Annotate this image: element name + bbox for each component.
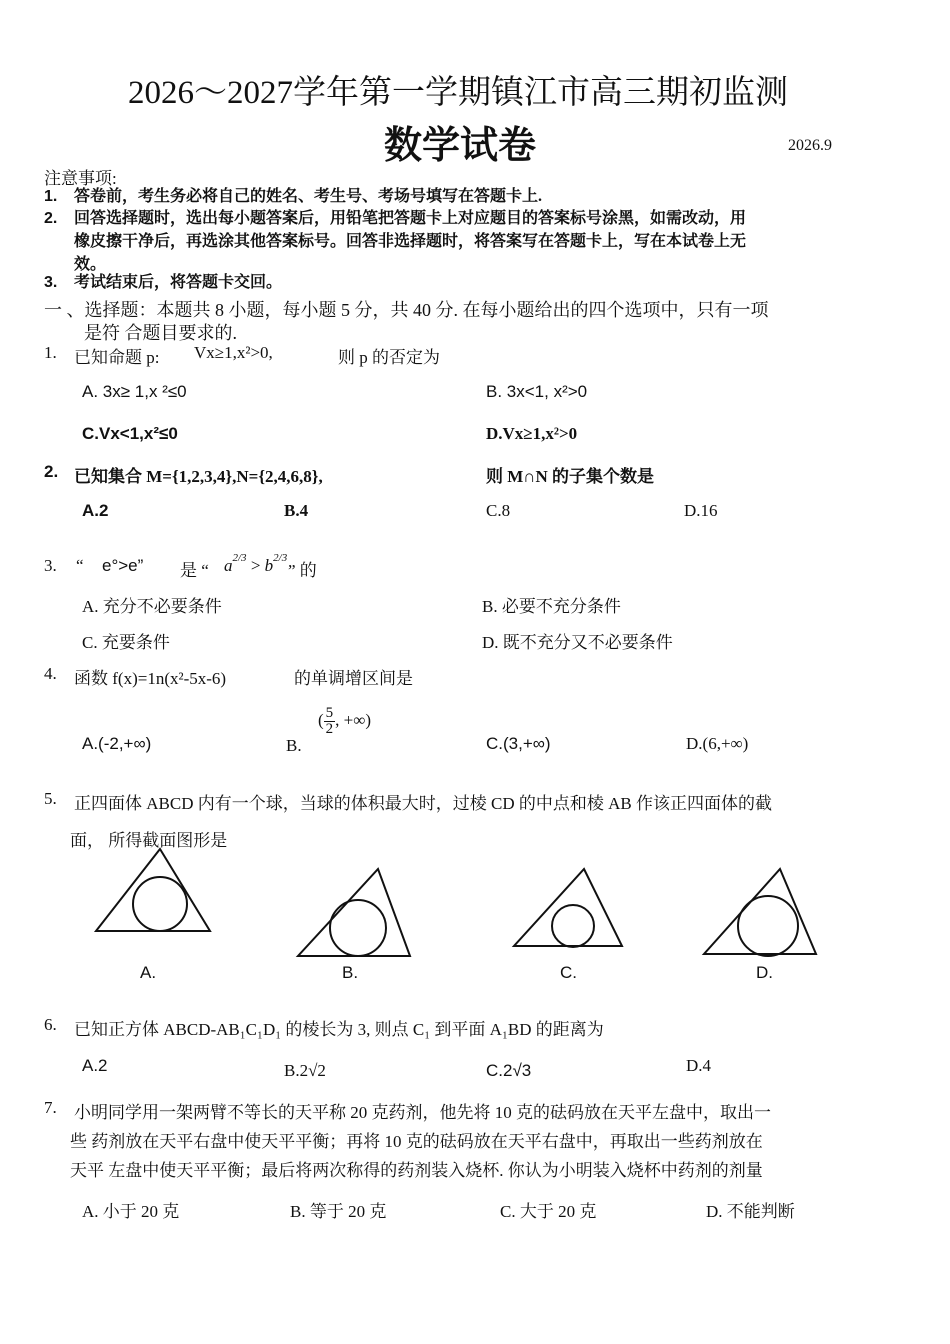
q4-option-b-label[interactable]: B.: [286, 736, 302, 755]
q3-stem-b: e°>e”: [102, 556, 144, 575]
q7-option-b[interactable]: B. 等于 20 克: [290, 1202, 387, 1221]
q4-number: 4.: [44, 664, 57, 683]
q3-option-c[interactable]: C. 充要条件: [82, 633, 170, 652]
q7-stem-line2: 些 药剂放在天平右盘中使天平平衡；再将 10 克的砝码放在天平右盘中，再取出一些药剂放在: [70, 1132, 763, 1151]
q1-option-b[interactable]: B. 3x<1, x²>0: [486, 382, 588, 401]
q4-option-d[interactable]: D.(6,+∞): [686, 734, 749, 753]
q5-d-triangle: [704, 869, 816, 954]
q3-inequality: [224, 552, 288, 576]
q5-figure-b: [294, 866, 414, 960]
subject-title: 数学试卷: [384, 125, 537, 167]
q6-option-b[interactable]: B.2√2: [284, 1061, 326, 1080]
q4-b-close: , +∞): [335, 710, 372, 730]
q5-b-circle: [330, 900, 386, 956]
q3-option-b[interactable]: B. 必要不充分条件: [482, 597, 621, 616]
q4-b-numerator: 5: [325, 705, 334, 721]
q3-number: 3.: [44, 556, 57, 575]
q5-figure-d: [700, 866, 820, 960]
q4-b-fraction: [324, 706, 336, 737]
q1-number: 1.: [44, 343, 57, 362]
notice-num-3: 3.: [44, 274, 58, 291]
q5-a-circle: [133, 877, 187, 931]
notice-item-2-line2: 橡皮擦干净后，再选涂其他答案标号。回答非选择题时，将答案写在答题卡上，写在本试卷上无: [74, 233, 747, 250]
q5-b-triangle: [298, 869, 410, 956]
q5-stem-line1: 正四面体 ABCD 内有一个球，当球的体积最大时，过棱 CD 的中点和棱 AB 作该正四面体的截: [74, 794, 772, 813]
q5-stem-line2: 面， 所得截面图形是: [70, 831, 228, 850]
q7-option-a[interactable]: A. 小于 20 克: [82, 1202, 180, 1221]
q1-option-a[interactable]: A. 3x≥ 1,x ²≤0: [82, 382, 187, 401]
q5-option-d[interactable]: D.: [756, 963, 773, 982]
notice-num-1: 1.: [44, 188, 58, 205]
q7-stem-line1: 小明同学用一架两臂不等长的天平称 20 克药剂，他先将 10 克的砝码放在天平左盘中，取出一: [74, 1103, 771, 1122]
q7-option-c[interactable]: C. 大于 20 克: [500, 1202, 597, 1221]
q4-b-denominator: 2: [325, 721, 334, 737]
q4-stem-a: 函数 f(x)=1n(x²-5x-6): [74, 669, 227, 688]
q5-a-triangle: [96, 849, 210, 931]
q2-option-c[interactable]: C.8: [486, 501, 511, 520]
q5-c-triangle: [514, 869, 622, 946]
q5-option-a[interactable]: A.: [140, 963, 157, 982]
q4-stem-b: 的单调增区间是: [294, 669, 413, 688]
q1-option-c[interactable]: C.Vx<1,x²≤0: [82, 424, 178, 443]
section-heading-line1: 一 、选择题：本题共 8 小题，每小题 5 分，共 40 分. 在每小题给出的四个选项中，只有一项: [44, 300, 769, 320]
q5-d-circle: [738, 896, 798, 956]
q6-option-c[interactable]: C.2√3: [486, 1061, 532, 1080]
q2-number: 2.: [44, 462, 59, 481]
q3-stem-c: 是 “: [180, 561, 209, 580]
q6-option-a[interactable]: A.2: [82, 1056, 108, 1075]
q5-option-b[interactable]: B.: [342, 963, 359, 982]
q7-option-d[interactable]: D. 不能判断: [706, 1202, 795, 1221]
notice-num-2: 2.: [44, 210, 58, 227]
q4-option-b-interval[interactable]: [318, 706, 371, 737]
q2-stem-a: 已知集合 M={1,2,3,4},N={2,4,6,8},: [74, 467, 323, 486]
notice-item-2-line3: 效。: [74, 256, 107, 273]
notice-item-2-line1: 回答选择题时，选出每小题答案后，用铅笔把答题卡上对应题目的答案标号涂黑，如需改动，用: [74, 210, 747, 227]
q7-number: 7.: [44, 1098, 57, 1117]
notice-item-1: 答卷前，考生务必将自己的姓名、考生号、考场号填写在答题卡上.: [74, 188, 543, 205]
q2-option-d[interactable]: D.16: [684, 501, 718, 520]
q2-stem-b: 则 M∩N 的子集个数是: [486, 467, 655, 486]
q6-option-d[interactable]: D.4: [686, 1056, 712, 1075]
q3-option-d[interactable]: D. 既不充分又不必要条件: [482, 633, 673, 652]
q3-stem-a: “: [76, 556, 84, 575]
q7-stem-line3: 天平 左盘中使天平平衡；最后将两次称得的药剂装入烧杯. 你认为小明装入烧杯中药剂的剂量: [70, 1161, 763, 1180]
q3-math-a: a: [224, 556, 233, 575]
q5-option-c[interactable]: C.: [560, 963, 577, 982]
q5-number: 5.: [44, 789, 57, 808]
q3-exp-a: 2/3: [232, 552, 247, 564]
q4-option-a[interactable]: A.(-2,+∞): [82, 734, 152, 753]
q1-option-d[interactable]: D.Vx≥1,x²>0: [486, 424, 578, 443]
q3-option-a[interactable]: A. 充分不必要条件: [82, 597, 222, 616]
q5-figure-a: [92, 846, 214, 936]
q2-option-b[interactable]: B.4: [284, 501, 309, 520]
q5-c-circle: [552, 905, 594, 947]
q1-stem-c: 则 p 的否定为: [338, 348, 440, 367]
section-heading-line2: 是符 合题目要求的.: [84, 323, 237, 343]
q1-stem-b: Vx≥1,x²>0,: [194, 343, 273, 362]
q4-option-c[interactable]: C.(3,+∞): [486, 734, 551, 753]
q4-b-open: (: [318, 710, 324, 730]
q3-math-op: >: [250, 556, 261, 575]
exam-title: 2026～2027学年第一学期镇江市高三期初监测: [128, 75, 788, 111]
q3-stem-d: ” 的: [288, 561, 317, 580]
q6-stem: 已知正方体 ABCD-AB₁C₁D₁ 的棱长为 3, 则点 C₁ 到平面 A₁BD 的距离为: [74, 1020, 604, 1039]
q2-option-a[interactable]: A.2: [82, 501, 109, 520]
notice-heading: 注意事项:: [44, 169, 117, 188]
q3-exp-b: 2/3: [273, 552, 288, 564]
q1-stem-a: 已知命题 p:: [74, 348, 160, 367]
exam-date: 2026.9: [788, 137, 832, 154]
q3-math-b: b: [264, 556, 274, 575]
q5-figure-c: [510, 866, 626, 950]
notice-item-3: 考试结束后，将答题卡交回。: [74, 274, 283, 291]
q6-number: 6.: [44, 1015, 57, 1034]
